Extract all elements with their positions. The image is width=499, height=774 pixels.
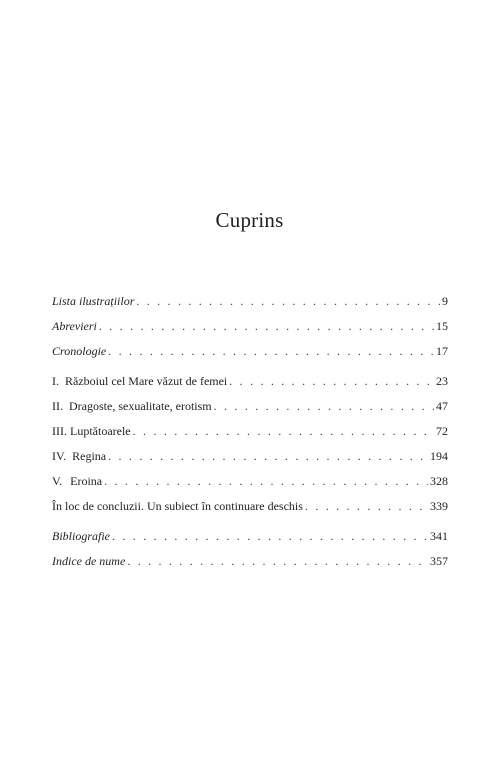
toc-entry-page: 17 bbox=[436, 344, 448, 358]
toc-entry-page: 72 bbox=[436, 424, 448, 438]
dot-leader bbox=[127, 549, 428, 574]
toc-entry-page: 15 bbox=[436, 319, 448, 333]
toc-entry-label: Abrevieri bbox=[52, 319, 97, 333]
chapter-title: Dragoste, sexualitate, erotism bbox=[69, 399, 212, 413]
chapter-title: Războiul cel Mare văzut de femei bbox=[65, 374, 228, 388]
dot-leader bbox=[133, 419, 434, 444]
toc-entry-chapter-1 bbox=[52, 369, 448, 394]
chapter-title: Eroina bbox=[70, 474, 103, 488]
toc-entry-page: 339 bbox=[430, 499, 448, 513]
toc-entry-label: Indice de nume bbox=[52, 554, 126, 568]
chapter-title: Luptătoarele bbox=[70, 424, 131, 438]
toc-entry-chapter-5 bbox=[52, 469, 448, 494]
toc-entry-chapter-3 bbox=[52, 419, 448, 444]
page-title: Cuprins bbox=[215, 208, 284, 232]
dot-leader bbox=[136, 289, 440, 314]
dot-leader bbox=[108, 339, 434, 364]
toc-entry-label: Bibliografie bbox=[52, 529, 110, 543]
toc-entry-label: În loc de concluzii. Un subiect în continuare deschis bbox=[52, 499, 303, 513]
dot-leader bbox=[305, 494, 428, 519]
toc-entry-page: 23 bbox=[436, 374, 448, 388]
chapter-number: V. bbox=[52, 474, 63, 488]
toc-entry-chapter-2 bbox=[52, 394, 448, 419]
toc-entry-bibliography bbox=[52, 524, 448, 549]
dot-leader bbox=[104, 469, 428, 494]
toc-entry-page: 9 bbox=[442, 294, 448, 308]
toc-entry-chronology bbox=[52, 339, 448, 364]
toc-entry-page: 328 bbox=[430, 474, 448, 488]
toc-entry-list-of-illustrations bbox=[52, 289, 448, 314]
chapter-number: I. bbox=[52, 374, 59, 388]
toc-entry-page: 357 bbox=[430, 554, 448, 568]
toc-entry-label: Cronologie bbox=[52, 344, 107, 358]
table-of-contents bbox=[52, 289, 448, 574]
toc-entry-chapter-4 bbox=[52, 444, 448, 469]
toc-entry-page: 194 bbox=[430, 449, 448, 463]
toc-entry-name-index bbox=[52, 549, 448, 574]
chapter-title: Regina bbox=[72, 449, 107, 463]
toc-entry-conclusion bbox=[52, 494, 448, 519]
chapter-number: II. bbox=[52, 399, 63, 413]
dot-leader bbox=[214, 394, 434, 419]
dot-leader bbox=[108, 444, 428, 469]
chapter-number: III. bbox=[52, 424, 67, 438]
toc-entry-abbreviations bbox=[52, 314, 448, 339]
toc-entry-page: 341 bbox=[430, 529, 448, 543]
dot-leader bbox=[99, 314, 434, 339]
toc-entry-page: 47 bbox=[436, 399, 448, 413]
dot-leader bbox=[229, 369, 434, 394]
dot-leader bbox=[112, 524, 428, 549]
chapter-number: IV. bbox=[52, 449, 67, 463]
toc-entry-label: Lista ilustrațiilor bbox=[52, 294, 135, 308]
